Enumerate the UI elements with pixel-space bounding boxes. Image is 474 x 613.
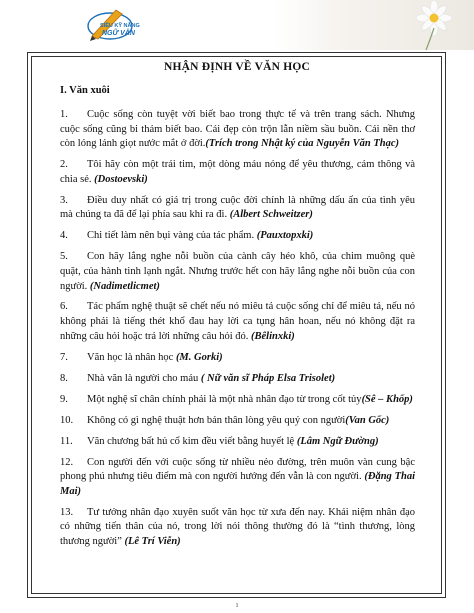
flower-decoration-icon: [338, 0, 468, 50]
quote-text: Nhà văn là người cho máu: [87, 372, 201, 384]
quote-item: [60, 393, 415, 408]
pen-logo-icon: [86, 6, 140, 42]
quote-author: (Albert Schweitzer): [229, 209, 313, 221]
quote-author: (Lê Trí Viễn): [124, 535, 181, 547]
page-number: 1: [235, 603, 239, 609]
quote-author: (Bêlinxki): [251, 330, 295, 342]
quote-text: Văn chương bất hủ cổ kim đều viết bằng huyết lệ: [87, 435, 297, 447]
quote-text: Cuộc sống còn tuyệt vời biết bao trong thực tế và trên trang sách. Nhưng cuộc sống cũng bi thảm biết bao. Cái đẹp còn trộn lẫn niềm sầu buồn. Cái nền thơ còn lóng lánh giọt nước mắt ở đời.: [60, 109, 415, 150]
quote-text: Tư tưởng nhân đạo xuyên suốt văn học từ xưa đến nay. Khái niệm nhân đạo có những tiến thân của nó, trong lời nói thông thường đó là “tình thương, lòng thương người”: [60, 506, 415, 547]
document-title: NHẬN ĐỊNH VỀ VĂN HỌC: [163, 61, 311, 73]
quote-item: [60, 414, 415, 429]
quote-number: 5.: [60, 251, 68, 263]
quote-item: [60, 194, 415, 223]
quote-text: Con hãy lắng nghe nỗi buồn của cành cây héo khô, của chim muông què quặt, của hành tinh lạnh ngắt. Nhưng trước hết con hãy lắng nghe nỗi buồn của con người.: [60, 251, 415, 292]
quote-number: 12.: [60, 456, 74, 468]
quote-author: (M. Gorki): [175, 351, 223, 363]
quote-author: (Pauxtopxki): [256, 230, 314, 242]
quote-number: 7.: [60, 351, 68, 363]
quote-number: 1.: [60, 109, 68, 120]
quote-number: 8.: [60, 372, 68, 384]
quote-text: Một nghệ sĩ chân chính phải là một nhà nhân đạo từ trong cốt tủy: [87, 393, 362, 405]
quote-number: 9.: [60, 393, 68, 405]
quote-item: [60, 435, 415, 450]
quote-item: [60, 108, 415, 152]
quote-author: (Dostoevski): [94, 173, 148, 185]
quote-text: Điều duy nhất có giá trị trong cuộc đời chính là những dấu ấn của tình yêu mà chúng ta đã để lại phía sau khi ra đi.: [60, 194, 415, 221]
quote-author: ( Nữ văn sĩ Pháp Elsa Trisolet): [200, 372, 336, 384]
quote-item: [60, 229, 415, 244]
quote-item: [60, 456, 415, 500]
quote-text: Tác phẩm nghệ thuật sẽ chết nếu nó miêu tả cuộc sống chỉ để miêu tả, nếu nó không phải là tiếng thét khổ đau hay lời ca tụng hân hoan, nếu nó không đặt ra những câu hỏi hoặc trả lời những câu hỏi đó.: [60, 301, 415, 342]
quote-item: [60, 372, 415, 387]
quote-text: Không có gì nghệ thuật hơn bản thân lòng yêu quý con người: [87, 414, 346, 426]
logo-text-bottom: NGỮ VĂN: [102, 30, 135, 37]
section-heading: I. Văn xuôi: [60, 85, 110, 96]
quote-number: 10.: [60, 414, 74, 426]
quote-author: (Trích trong Nhật ký của Nguyễn Văn Thạc): [205, 138, 400, 150]
quote-number: 2.: [60, 159, 68, 171]
quote-list: [60, 108, 415, 556]
quote-author: (Van Gốc): [345, 414, 390, 426]
quote-item: [60, 158, 415, 187]
quote-number: 3.: [60, 194, 68, 206]
quote-item: [60, 506, 415, 550]
quote-author: (Lâm Ngữ Đường): [296, 435, 379, 447]
quote-text: Chi tiết làm nên bụi vàng của tác phẩm.: [87, 230, 257, 242]
quote-text: Tôi hãy còn một trái tim, một dòng máu nóng để yêu thương, cảm thông và chia sẻ.: [60, 159, 415, 185]
quote-author: (Sê – Khốp): [361, 393, 413, 405]
logo-text-top: SIÊU KỸ NĂNG: [100, 23, 140, 29]
quote-author: (Nadimetlicmet): [89, 280, 160, 292]
quote-number: 4.: [60, 230, 68, 242]
quote-item: [60, 351, 415, 366]
quote-number: 13.: [60, 506, 74, 518]
quote-text: Văn học là nhân học: [87, 351, 176, 363]
quote-number: 6.: [60, 301, 68, 313]
quote-author: (Đặng Thai Mai): [60, 471, 415, 497]
quote-number: 11.: [60, 435, 73, 447]
quote-item: [60, 300, 415, 344]
quote-item: [60, 250, 415, 294]
quote-text: Con người đến với cuộc sống từ nhiều nẻo đường, trên muôn vàn cung bậc phong phú nhưng tiêu điểm mà con người hướng đến vẫn là con người.: [60, 456, 415, 483]
